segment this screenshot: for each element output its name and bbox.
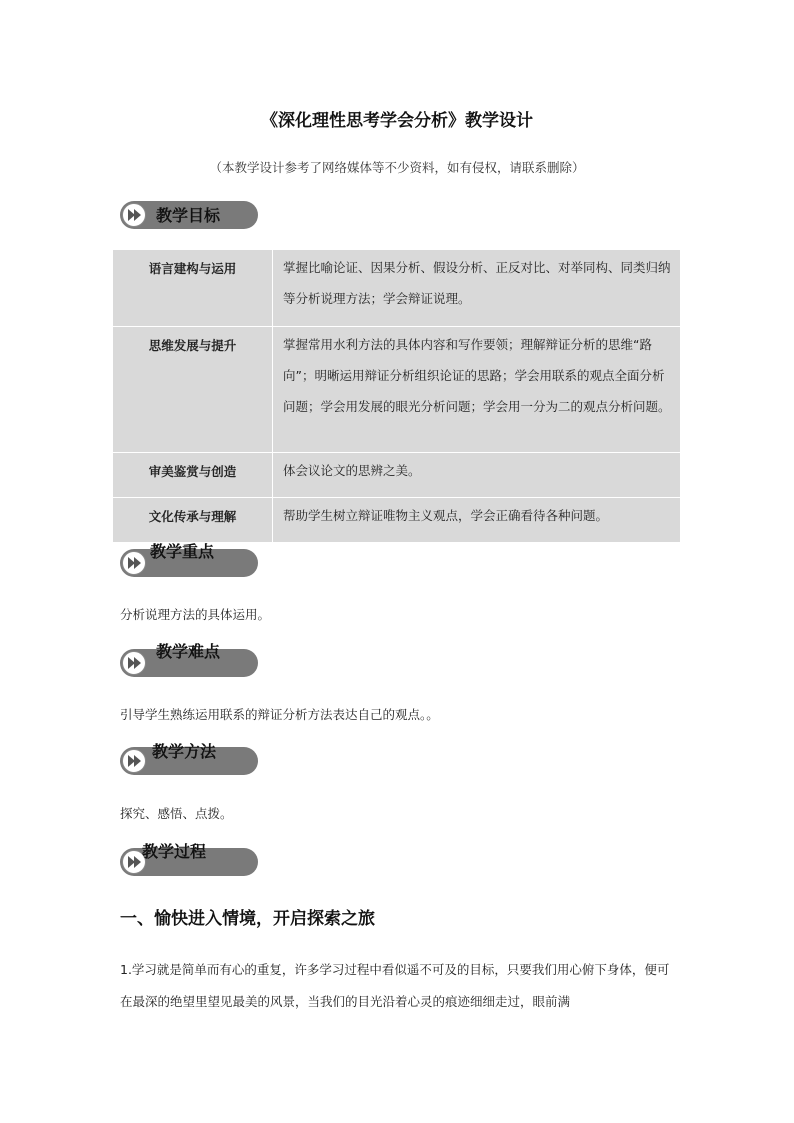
table-cell-key: 语言建构与运用 [113, 250, 273, 326]
table-row [113, 326, 680, 452]
double-chevron-right-icon [122, 551, 146, 575]
section-header-goals [120, 201, 260, 229]
table-cell-value: 帮助学生树立辩证唯物主义观点，学会正确看待各种问题。 [273, 497, 681, 542]
table-row [113, 250, 680, 326]
table-cell-key: 思维发展与提升 [113, 326, 273, 452]
section-header-key-points [120, 542, 260, 577]
table-cell-value: 体会议论文的思辨之美。 [273, 452, 681, 497]
table-row [113, 497, 680, 542]
double-chevron-right-icon [122, 749, 146, 773]
document-title: 《深化理性思考学会分析》教学设计 [261, 111, 533, 131]
table-row [113, 452, 680, 497]
section-header-methods [120, 742, 260, 775]
difficulties-text: 引导学生熟练运用联系的辩证分析方法表达自己的观点。。 [120, 707, 439, 722]
key-points-text: 分析说理方法的具体运用。 [120, 607, 271, 622]
table-cell-value: 掌握比喻论证、因果分析、假设分析、正反对比、对举同构、同类归纳等分析说理方法；学会辩证说理。 [273, 250, 681, 326]
section-title-goals: 教学目标 [156, 206, 221, 225]
double-chevron-right-icon [122, 203, 146, 227]
goals-table [113, 250, 680, 543]
table-cell-key: 审美鉴赏与创造 [113, 452, 273, 497]
methods-text: 探究、感悟、点拨。 [120, 806, 233, 821]
section-title-difficulties: 教学难点 [156, 642, 221, 661]
section-title-process: 教学过程 [142, 842, 207, 861]
double-chevron-right-icon [122, 651, 146, 675]
section-header-difficulties [120, 642, 260, 677]
document-subtitle: （本教学设计参考了网络媒体等不少资料，如有侵权，请联系删除） [209, 160, 585, 175]
process-heading: 一、愉快进入情境，开启探索之旅 [120, 909, 375, 929]
section-header-process [120, 842, 260, 876]
section-title-key-points: 教学重点 [150, 542, 215, 561]
table-cell-key: 文化传承与理解 [113, 497, 273, 542]
process-paragraph: 1.学习就是简单而有心的重复，许多学习过程中看似遥不可及的目标，只要我们用心俯下身体，便可在最深的绝望里望见最美的风景，当我们的目光沿着心灵的痕迹细细走过，眼前满 [120, 962, 670, 1009]
section-title-methods: 教学方法 [152, 742, 217, 761]
table-cell-value: 掌握常用水利方法的具体内容和写作要领；理解辩证分析的思维“路向”；明晰运用辩证分析组织论证的思路；学会用联系的观点全面分析问题；学会用发展的眼光分析问题；学会用一分为二的观点分析问题。 [273, 326, 681, 452]
